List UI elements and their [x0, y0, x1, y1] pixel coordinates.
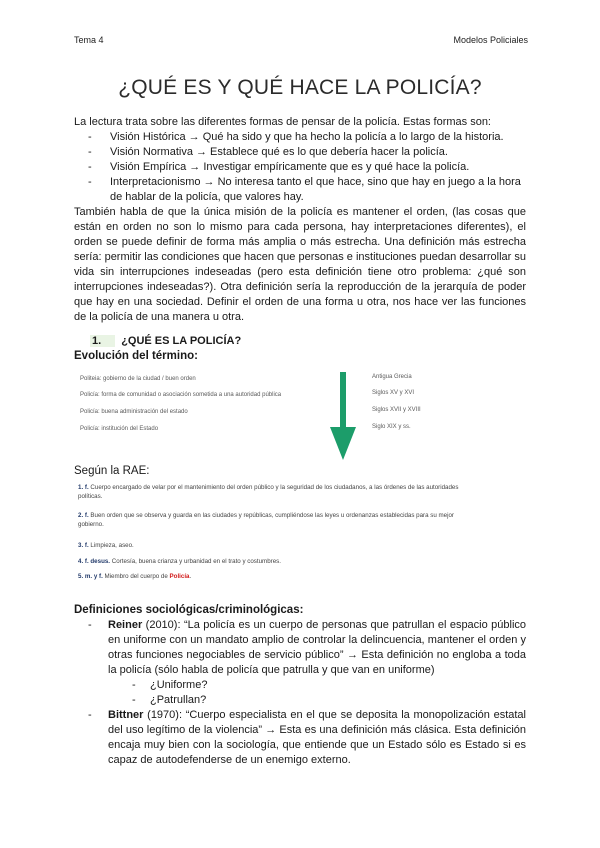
list-item: - Interpretacionismo → No interesa tanto el que hace, sino que hay en juego a la hora de hablar de la policía, que valores hay.: [88, 175, 528, 205]
evolution-period: Siglo XIX y ss.: [372, 424, 411, 430]
page-title: ¿QUÉ ES Y QUÉ HACE LA POLICÍA?: [118, 76, 482, 99]
header-course: Modelos Policiales: [453, 35, 528, 45]
rae-definition: [78, 557, 478, 566]
author-year: (1970):: [143, 709, 186, 721]
definitions-heading: Definiciones sociológicas/criminológicas:: [74, 604, 304, 616]
intro-text: La lectura trata sobre las diferentes formas de pensar de la policía. Estas formas son:: [74, 116, 491, 128]
definitions-list: [88, 618, 526, 768]
evolution-diagram: [74, 372, 534, 462]
rae-definition: [78, 511, 478, 529]
evolution-period: Antigua Grecia: [372, 374, 412, 380]
list-item: - Visión Normativa → Establece qué es lo que debería hacer la policía.: [88, 145, 528, 160]
rae-text: Cuerpo encargado de velar por el mantenimiento del orden público y la seguridad de los ciudadanos, a las órdenes de las autoridades políticas.: [78, 484, 459, 500]
rae-category: f.: [84, 512, 89, 519]
rae-category: f.: [84, 484, 89, 491]
rae-heading: Según la RAE:: [74, 465, 150, 477]
evolution-term: Policía: forma de comunidad o asociación sometida a una autoridad pública: [80, 392, 282, 398]
order-paragraph: También habla de que la única misión de la policía es mantener el orden, (las cosas que están en orden no son lo mismo para cada persona, hay interpretaciones diferentes), el orden se puede definir de forma más amplia o más estrecha. Una definición más estrecha sería: permitir las condiciones que hacen que personas e instituciones puedan desarrollar su vida sin interrupciones indeseadas (pero esta definición tiene otro problema: ¿qué son interrupciones indeseadas?). Otra definición sería la reproducción de la jerarquía de poder que hay en una sociedad. Definir el orden de una forma u otra, nos hace ver las funciones de la policía de una manera u otra.: [74, 206, 526, 323]
list-item: [88, 708, 526, 768]
evolution-term: Policía: buena administración del estado: [80, 409, 188, 415]
list-item: - Visión Histórica → Qué ha sido y que ha hecho la policía a lo largo de la historia.: [88, 130, 528, 145]
timeline-arrow-icon: [328, 372, 358, 462]
forms-list: [88, 130, 528, 205]
rae-text: Buen orden que se observa y guarda en las ciudades y repúblicas, cumpliéndose las leyes u ordenanzas establecidas para su mejor gobierno.: [78, 512, 454, 528]
definition-text: “La policía es un cuerpo de personas que patrullan el espacio público en uniforme con un mandato amplio de controlar la delincuencia, mantener el orden y otras funciones negociables de servicio público” → Esta definición no engloba a toda la policía (sólo habla de policía que patrulla y que van en uniforme): [108, 619, 527, 676]
rae-definition: [78, 541, 478, 550]
section-number: 1.: [90, 335, 115, 347]
evolution-period: Siglos XV y XVI: [372, 390, 415, 396]
rae-category: f.: [84, 542, 89, 549]
author-name: Reiner: [108, 619, 143, 631]
rae-category: f. desus.: [84, 558, 111, 565]
header-topic: Tema 4: [74, 35, 104, 45]
rae-definition: [78, 572, 478, 581]
evolution-period: Siglos XVII y XVIII: [372, 407, 421, 413]
list-item: [88, 618, 526, 708]
question-list: [108, 678, 526, 708]
section-heading: [90, 335, 241, 347]
rae-text: Limpieza, aseo.: [90, 542, 134, 549]
rae-number: 3.: [78, 542, 84, 549]
author-name: Bittner: [108, 709, 144, 721]
list-item: - ¿Uniforme?: [132, 678, 526, 693]
rae-definition: [78, 483, 478, 501]
rae-category: m. y f.: [84, 573, 103, 580]
rae-number: 4.: [78, 558, 84, 565]
rae-text: Miembro del cuerpo de: [104, 573, 170, 580]
list-item: - ¿Patrullan?: [132, 693, 526, 708]
rae-text-end: .: [189, 573, 192, 580]
definition-text: “Cuerpo especialista en el que se deposita la monopolización estatal del uso legítimo de la violencia” → Esta es una definición más clásica. Esta definición encaja muy bien con la sociología, que entiende que un Estado sólo es Estado si es capaz de autodefenderse de un enemigo externo.: [108, 709, 526, 766]
section-title: ¿QUÉ ES LA POLICÍA?: [121, 335, 242, 347]
rae-number: 2.: [78, 512, 84, 519]
evolution-term: Policía: institución del Estado: [80, 426, 159, 432]
rae-number: 5.: [78, 573, 84, 580]
rae-number: 1.: [78, 484, 84, 491]
author-year: (2010):: [142, 619, 184, 631]
rae-text: Cortesía, buena crianza y urbanidad en el trato y costumbres.: [111, 558, 281, 565]
list-item: - Visión Empírica → Investigar empíricamente que es y qué hace la policía.: [88, 160, 528, 175]
evolution-heading: Evolución del término:: [74, 350, 198, 362]
evolution-term: Politeia: gobierno de la ciudad / buen orden: [80, 376, 196, 382]
rae-highlight: Policía: [169, 573, 190, 580]
